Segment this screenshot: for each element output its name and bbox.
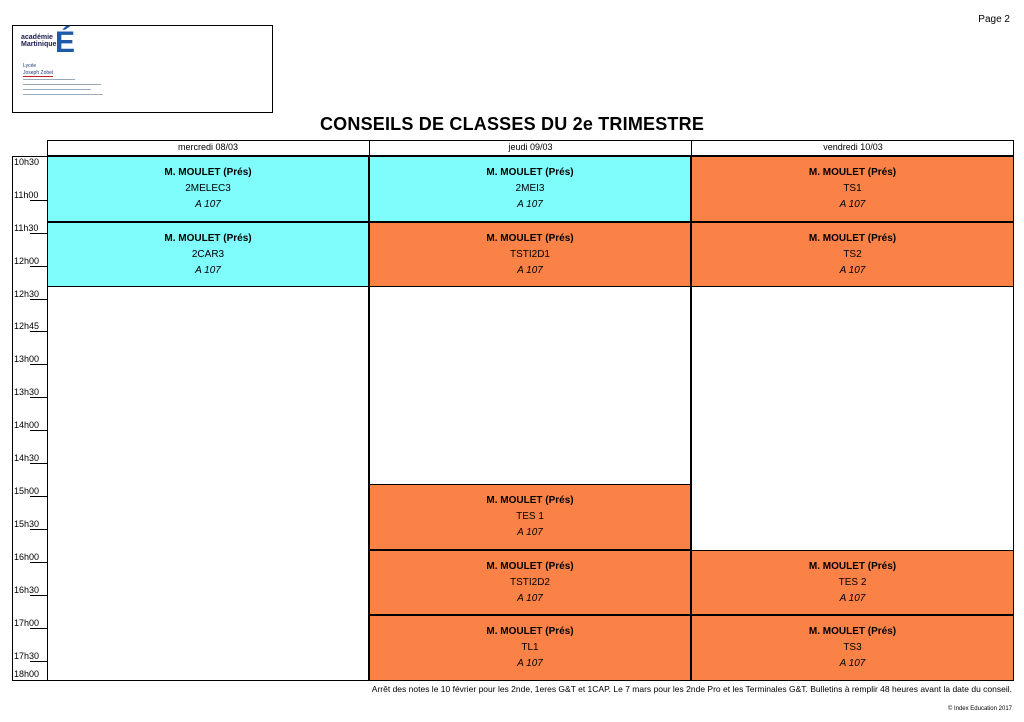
event-room: A 107	[517, 264, 543, 276]
event-president: M. MOULET (Prés)	[486, 232, 574, 244]
time-tick	[30, 463, 47, 464]
time-label: 13h00	[14, 354, 40, 364]
time-tick	[30, 200, 47, 201]
event-president: M. MOULET (Prés)	[808, 626, 897, 638]
time-tick	[30, 331, 47, 332]
time-tick	[30, 364, 47, 365]
day-header-3: vendredi 10/03	[691, 140, 1014, 156]
event-room: A 107	[839, 264, 866, 276]
event-president: M. MOULET (Prés)	[808, 560, 897, 572]
time-label: 13h30	[14, 387, 40, 397]
time-label: 12h00	[14, 256, 40, 266]
class-council-event[interactable]	[691, 156, 1014, 222]
day-header-1: mercredi 08/03	[177, 142, 239, 152]
time-tick	[30, 299, 47, 300]
time-tick	[30, 628, 47, 629]
event-room: A 107	[517, 592, 543, 604]
address-line-2	[23, 84, 101, 85]
time-label: 17h30	[14, 651, 40, 661]
school-name-label: Joseph Zobel	[23, 70, 54, 76]
time-label: 11h00	[14, 190, 39, 200]
day-header-2: jeudi 09/03	[369, 140, 691, 156]
event-class: 2CAR3	[191, 248, 225, 260]
time-label: 15h30	[14, 519, 40, 529]
academie-line-2: Martinique	[21, 41, 57, 48]
event-class: 2MELEC3	[185, 183, 231, 194]
event-president: M. MOULET (Prés)	[808, 232, 897, 244]
class-council-event[interactable]	[369, 222, 691, 288]
event-class: TSTI2D1	[509, 248, 550, 260]
class-council-event[interactable]	[47, 156, 369, 222]
academie-logo-text	[21, 34, 56, 48]
event-class: 2MEI3	[515, 183, 545, 194]
time-label: 12h45	[14, 321, 40, 331]
event-class: TS2	[843, 248, 862, 260]
time-tick	[30, 430, 47, 431]
event-room: A 107	[517, 658, 543, 670]
event-room: A 107	[195, 199, 221, 210]
event-class: TS1	[843, 183, 862, 194]
time-tick	[30, 661, 47, 662]
class-council-event[interactable]	[369, 550, 691, 616]
time-label: 16h00	[14, 552, 40, 562]
time-label: 16h30	[14, 585, 40, 595]
event-room: A 107	[195, 264, 221, 276]
footnote: Arrêt des notes le 10 février pour les 2nde, 1eres G&T et 1CAP. Le 7 mars pour les 2nde Pro et les Terminales G&T. Bulletins à remplir 48 heures avant la date du conseil.	[371, 684, 1012, 694]
class-council-event[interactable]	[369, 615, 691, 681]
event-class: TL1	[521, 642, 539, 654]
time-tick	[30, 562, 47, 563]
time-tick	[30, 529, 47, 530]
time-label: 14h00	[14, 420, 40, 430]
school-logo-box	[12, 25, 273, 113]
lycee-label: Lycée	[23, 63, 37, 69]
time-tick	[30, 266, 47, 267]
event-room: A 107	[839, 199, 866, 210]
class-council-event[interactable]	[47, 222, 369, 288]
time-tick	[30, 595, 47, 596]
event-room: A 107	[517, 527, 543, 538]
event-room: A 107	[839, 592, 866, 604]
event-room: A 107	[517, 199, 543, 210]
event-president: M. MOULET (Prés)	[486, 167, 574, 178]
academie-e-logo-icon: É	[55, 26, 76, 59]
time-label: 14h30	[14, 453, 40, 463]
event-president: M. MOULET (Prés)	[808, 167, 897, 178]
address-line-4	[23, 94, 103, 95]
class-council-event[interactable]	[369, 484, 691, 550]
time-label: 12h30	[14, 289, 40, 299]
address-line-1	[23, 79, 75, 80]
page-number: Page 2	[978, 14, 1010, 25]
time-tick	[30, 496, 47, 497]
time-column	[12, 156, 47, 681]
event-class: TSTI2D2	[509, 576, 550, 588]
copyright: © Index Education 2017	[947, 706, 1012, 712]
time-label: 10h30	[14, 157, 40, 167]
event-class: TS3	[843, 642, 862, 654]
event-class: TES 1	[516, 511, 544, 522]
class-council-event[interactable]	[691, 550, 1014, 616]
time-tick	[30, 233, 47, 234]
event-president: M. MOULET (Prés)	[486, 560, 574, 572]
academie-line-1: académie	[21, 34, 53, 41]
address-line-3	[23, 89, 91, 90]
time-label: 15h00	[14, 486, 40, 496]
time-label: 17h00	[14, 618, 40, 628]
time-label: 11h30	[14, 223, 39, 233]
event-room: A 107	[839, 658, 866, 670]
class-council-event[interactable]	[691, 615, 1014, 681]
time-label: 18h00	[14, 669, 40, 679]
event-president: M. MOULET (Prés)	[486, 626, 574, 638]
event-president: M. MOULET (Prés)	[164, 232, 252, 244]
event-president: M. MOULET (Prés)	[486, 495, 574, 506]
event-class: TES 2	[838, 576, 867, 588]
event-president: M. MOULET (Prés)	[164, 167, 252, 178]
class-council-event[interactable]	[369, 156, 691, 222]
time-tick	[30, 397, 47, 398]
page-title: CONSEILS DE CLASSES DU 2e TRIMESTRE	[319, 114, 705, 134]
class-council-event[interactable]	[691, 222, 1014, 288]
